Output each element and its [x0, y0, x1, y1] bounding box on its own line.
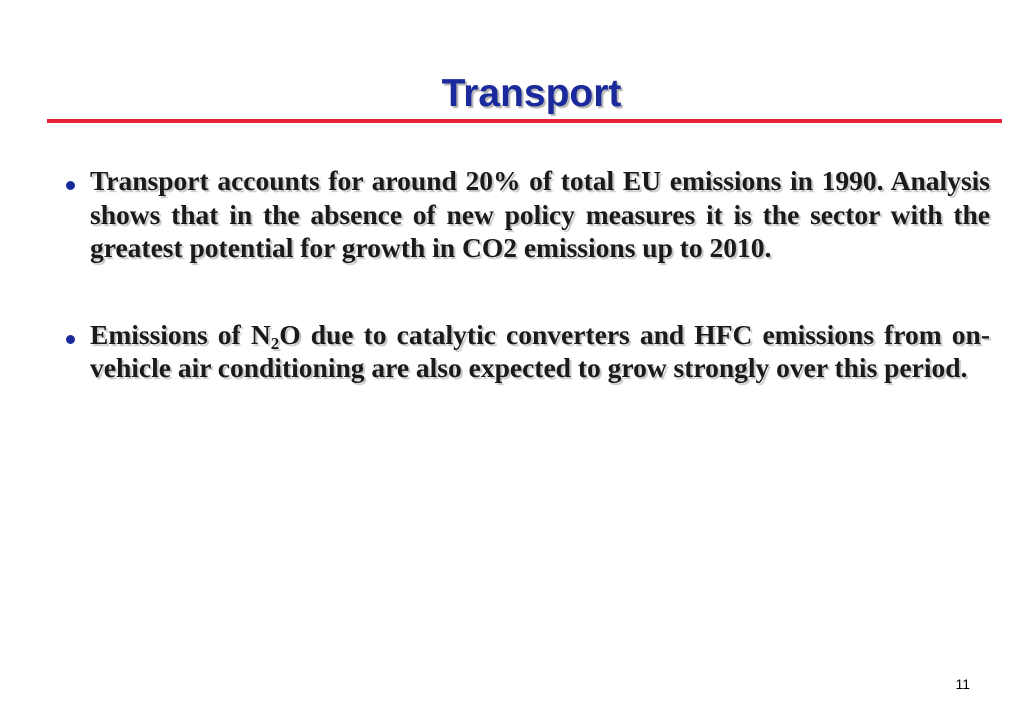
bullet-list	[62, 164, 990, 385]
subscript-two: 2	[270, 333, 280, 353]
title-divider	[47, 119, 1002, 123]
bullet-text: Transport accounts for around 20% of total EU emissions in 1990. Analysis shows that in the absence of new policy measures it is the sector with the greatest potential for growth in CO2 emissions up to 2010.	[90, 165, 990, 263]
bullet-dot-icon	[66, 181, 75, 190]
bullet-item-n2o-hfc	[62, 318, 990, 385]
bullet-item-transport-share	[62, 164, 990, 265]
page-number: 11	[955, 676, 970, 692]
bullet-dot-icon	[66, 335, 75, 344]
slide-title: Transport	[441, 72, 622, 115]
bullet-text-start: Emissions of N	[90, 318, 271, 350]
bullet-text-end: O due to catalytic converters and HFC emissions from on-vehicle air conditioning are also expected to grow strongly over this period.	[90, 318, 990, 383]
